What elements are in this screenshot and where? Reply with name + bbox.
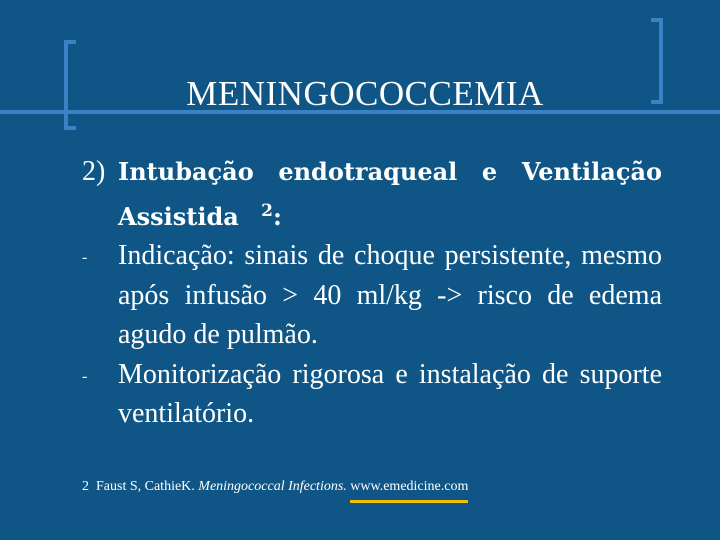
footnote-authors: Faust S, CathieK. [96,479,195,494]
left-bracket-decoration [64,40,76,130]
heading-number: 2) [82,156,106,187]
slide-title: MENINGOCOCCEMIA [186,74,544,113]
heading-text: Intubação endotraqueal e Ventilação Assistida $^2$: [118,157,662,231]
footnote [82,478,468,496]
bullet-item-indication [82,236,662,355]
footnote-link[interactable]: www.emedicine.com [350,479,469,494]
bullet-text: Indicação: sinais de choque persistente, mesmo após infusão > 40 ml/kg -> risco de edema agudo de pulmão. [118,240,662,350]
footnote-journal: Meningococcal Infections. [198,479,347,494]
heading-superscript: 2 [261,200,274,221]
bullet-dash: - [82,249,88,266]
heading-suffix: : [273,201,282,231]
bullet-item-monitoring [82,355,662,434]
footnote-number: 2 [82,479,89,494]
slide-content [82,152,662,434]
bullet-text: Monitorização rigorosa e instalação de suporte ventilatório. [118,358,662,429]
bullet-dash: - [82,367,88,385]
right-bracket-decoration [651,18,663,104]
numbered-heading [82,152,662,236]
